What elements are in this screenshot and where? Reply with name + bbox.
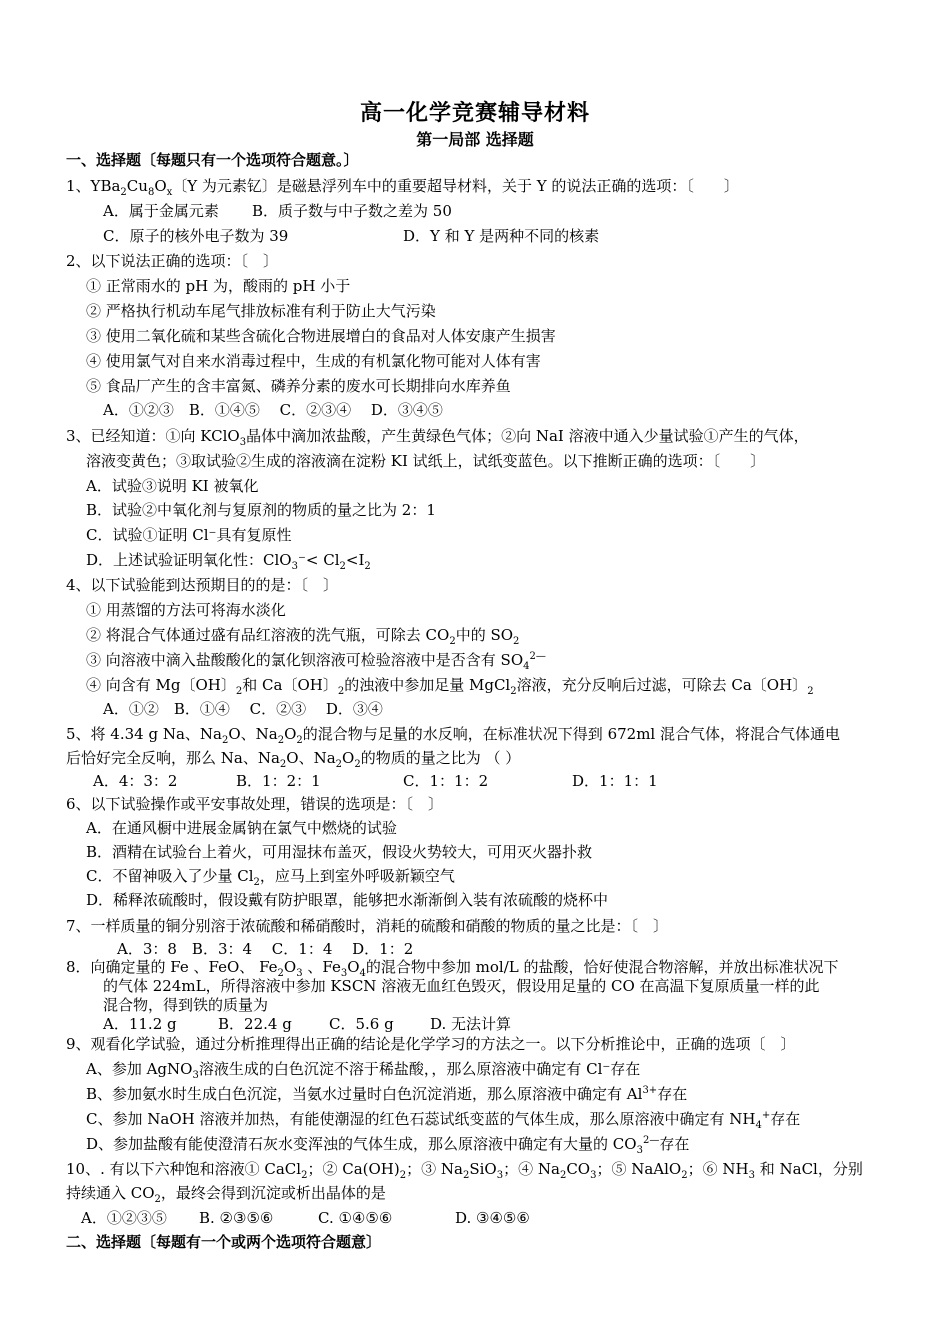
q3-text: 3、已经知道：①向 KClO [66,427,240,445]
q1-sub: 2 [120,187,127,198]
q6-sub: 2 [253,877,260,888]
question-3-option-a: A．试验③说明 KI 被氧化 [86,477,259,495]
q9-text: C、参加 NaOH 溶液并加热，有能使潮湿的红色石蕊试纸变蓝的气体生成，那么原溶液中确定有 NH [86,1110,756,1128]
question-2-statement-3: ③ 使用二氧化硫和某些含硫化合物进展增白的食品对人体安康产生损害 [86,327,556,345]
question-3-option-d [86,550,371,570]
q8-text: 、Fe [302,958,341,976]
q3-d-sub: 3 [291,561,298,572]
q3-text: 晶体中滴加浓盐酸，产生黄绿色气体；②向 NaI 溶液中通入少量试验①产生的气体， [246,427,809,445]
q4-sub: 4 [523,661,530,672]
q5-text: 5、将 4.34 g Na、Na [66,725,222,743]
q9-sub: 3 [636,1145,643,1156]
question-2-statement-2: ② 严格执行机动车尾气排放标准有利于防止大气污染 [86,302,436,320]
question-8-stem-line-2: 的气体 224mL，所得溶液中参加 KSCN 溶液无血红色毁灭，假设用足量的 CO 在高温下复原质量一样的此 [103,977,820,995]
q4-text: 中的 SO [455,626,514,644]
q4-sub: 2 [235,686,243,697]
question-1-option-c: C．原子的核外电子数为 39 [103,227,289,245]
q5-sub: 2 [296,735,303,746]
q1-sub: 8 [147,187,155,198]
question-4-statement-2 [86,625,519,645]
question-9-option-c [86,1109,800,1129]
q4-text: ② 将混合气体通过盛有品红溶液的洗气瓶，可除去 CO [86,626,450,644]
q8-sub: 2 [277,968,284,979]
q4-sub: 2 [807,686,814,697]
question-4-options: A．①② B．①④ C．②③ D．③④ [103,700,383,718]
section-heading-2: 二、选择题〔每题有一个或两个选项符合题意〕 [66,1233,382,1251]
q5-text: O [284,725,297,743]
page-title: 高一化学竞赛辅导材料 [359,100,590,126]
question-10-option-a: A．①②③⑤ [81,1209,167,1227]
question-2-statement-1: ① 正常雨水的 pH 为，酸雨的 pH 小于 [86,277,351,295]
q9-text: 溶液生成的白色沉淀不溶于稀盐酸，，那么原溶液中确定有 Cl⁻存在 [198,1060,641,1078]
question-8-option-d: D. 无法计算 [430,1015,512,1033]
question-6-option-c [86,866,455,886]
q10-text: ；⑥ NH [687,1160,749,1178]
q5-sub: 2 [277,735,285,746]
question-2-options: A．①②③ B．①④⑤ C．②③④ D．③④⑤ [103,401,443,419]
q8-text: O [283,958,297,976]
q10-text: ，最终会得到沉淀或析出晶体的是 [160,1184,386,1202]
question-7-stem: 7、一样质量的铜分别溶于浓硫酸和稀硝酸时，消耗的硫酸和硝酸的物质的量之比是：〔 〕 [66,917,669,935]
q4-sub: 2 [510,686,517,697]
question-3-option-c: C．试验①证明 Cl⁻具有复原性 [86,526,292,544]
q10-sub: 2 [681,1170,688,1181]
q10-sub: 2 [399,1170,407,1181]
question-3-stem-line-1 [66,426,809,446]
q4-sup: 2— [529,651,546,662]
q9-text: D、参加盐酸有能使澄清石灰水变浑浊的气体生成，那么原溶液中确定有大量的 CO [86,1135,637,1153]
question-4-stem: 4、以下试验能到达预期目的的是：〔 〕 [66,576,339,594]
q5-text: O [342,749,355,767]
question-1-option-d: D．Y 和 Y 是两种不同的核素 [403,227,600,245]
question-9-stem: 9、观看化学试验，通过分析推理得出正确的结论是化学学习的方法之一。以下分析推论中，正确的选项〔 〕 [66,1035,796,1053]
question-10-option-d: D. ③④⑤⑥ [455,1209,530,1227]
question-8-stem-line-1 [66,957,839,977]
q8-text: O [347,958,360,976]
q1-sub: x [166,187,173,198]
q9-sub: 3 [192,1070,199,1081]
question-8-option-c: C．5.6 g [329,1015,394,1033]
q10-text: ；⑤ NaAlO [596,1160,682,1178]
question-9-option-d [86,1134,689,1154]
question-1-option-b: B．质子数与中子数之差为 50 [252,202,452,220]
question-10-stem-line-1 [66,1159,863,1179]
q10-sub: 2 [559,1170,567,1181]
q10-sub: 2 [154,1194,161,1205]
q10-sub: 3 [590,1170,597,1181]
q4-text: 溶液，充分反响后过滤，可除去 Ca〔OH〕 [516,676,808,694]
question-6-option-d: D．稀释浓硫酸时，假设戴有防护眼罩，能够把水渐渐倒入装有浓硫酸的烧杯中 [86,891,609,909]
q5-text: 的混合物与足量的水反响，在标准状况下得到 672ml 混合气体，将混合气体通电 [302,725,840,743]
q9-text: 存在 [770,1110,801,1128]
question-3-stem-line-2: 溶液变黄色；③取试验②生成的溶液滴在淀粉 KI 试纸上，试纸变蓝色。以下推断正确的选项：〔 〕 [86,452,766,470]
question-4-statement-3 [86,650,546,670]
q10-sub: 3 [496,1170,504,1181]
question-10-stem-line-2 [66,1183,386,1203]
q4-sub: 2 [513,636,520,647]
q1-text: Cu [126,177,148,195]
q10-text: ；④ Na [503,1160,560,1178]
q10-text: CO [566,1160,591,1178]
q8-text: 的混合物中参加 mol/L 的盐酸，恰好使混合物溶解，并放出标准状况下 [365,958,839,976]
question-5-stem-line-2 [66,748,520,768]
q9-text: B、参加氨水时生成白色沉淀，当氨水过量时白色沉淀消逝，那么原溶液中确定有 Al [86,1085,643,1103]
page-subtitle: 第一局部 选择题 [416,130,534,149]
question-5-option-a: A．4：3：2 [93,772,178,790]
question-7-options: A．3：8 B．3：4 C．1：4 D．1：2 [117,940,414,958]
question-4-statement-4 [86,675,814,695]
q9-sup: 2— [642,1135,660,1146]
q5-sub: 2 [221,735,229,746]
q5-sub: 2 [335,759,343,770]
q3-d-sub: 2 [339,561,346,572]
q10-text: SiO [469,1160,497,1178]
q10-text: 持续通入 CO [66,1184,155,1202]
question-5-stem-line-1 [66,724,840,744]
q5-text: O、Na [228,725,278,743]
q5-sub: 2 [354,759,361,770]
question-1-option-a: A．属于金属元素 [103,202,219,220]
section-heading-1: 一、选择题〔每题只有一个选项符合题意。〕 [66,151,359,169]
q5-text: 的物质的量之比为 （ ） [360,749,521,767]
question-6-option-a: A．在通风橱中进展金属钠在氯气中燃烧的试验 [86,819,397,837]
q3-d-text: ⁻< Cl [297,551,340,569]
question-1-stem [66,176,739,196]
q3-d-text: <I [345,551,365,569]
q8-text: 8．向确定量的 Fe 、FeO、 Fe [66,958,278,976]
question-2-stem: 2、以下说法正确的选项：〔 〕 [66,252,279,270]
question-9-option-a [86,1059,640,1079]
question-9-option-b [86,1084,687,1104]
question-6-stem: 6、以下试验操作或平安事故处理，错误的选项是：〔 〕 [66,795,444,813]
q10-sub: 2 [462,1170,470,1181]
q1-text: 1、YBa [66,177,121,195]
q10-text: ；③ Na [406,1160,463,1178]
q8-sub: 3 [340,968,348,979]
q9-sup: + [761,1110,771,1121]
q4-text: ④ 向含有 Mg〔OH〕 [86,676,236,694]
question-5-option-b: B．1：2：1 [236,772,321,790]
question-8-stem-line-3: 混合物，得到铁的质量为 [103,996,269,1014]
question-4-statement-1: ① 用蒸馏的方法可将海水淡化 [86,601,286,619]
question-8-option-b: B．22.4 g [218,1015,292,1033]
q1-text: 〔Y 为元素钇〕是磁悬浮列车中的重要超导材料，关于 Y 的说法正确的选项：〔 〕 [172,177,739,195]
q3-d-sub: 2 [364,561,371,572]
q9-text: 存在 [659,1135,690,1153]
q9-sup: 3+ [642,1085,658,1096]
question-2-statement-4: ④ 使用氯气对自来水消毒过程中，生成的有机氯化物可能对人体有害 [86,352,541,370]
question-6-option-b: B．酒精在试验台上着火，可用湿抹布盖灭，假设火势较大，可用灭火器扑救 [86,843,593,861]
q4-sub: 2 [449,636,456,647]
question-3-option-b: B．试验②中氧化剂与复原剂的物质的量之比为 2：1 [86,501,436,519]
q9-sub: 4 [755,1120,762,1131]
question-5-option-c: C．1：1：2 [403,772,489,790]
q8-sub: 3 [296,968,303,979]
q10-text: 和 NaCl，分别 [754,1160,863,1178]
q9-text: 存在 [657,1085,688,1103]
q3-sub: 3 [239,437,247,448]
question-5-option-d: D．1：1：1 [572,772,658,790]
q9-text: A、参加 AgNO [86,1060,193,1078]
q3-d-text: D．上述试验证明氧化性：ClO [86,551,292,569]
q5-text: O、Na [286,749,336,767]
q10-sub: 2 [301,1170,308,1181]
question-10-option-b: B. ②③⑤⑥ [199,1209,274,1227]
q10-text: 10、. 有以下六种饱和溶液① CaCl [66,1160,302,1178]
question-10-option-c: C. ①④⑤⑥ [318,1209,393,1227]
q4-text: 和 Ca〔OH〕 [242,676,338,694]
q1-text: O [154,177,167,195]
question-8-option-a: A．11.2 g [103,1015,177,1033]
q5-sub: 2 [279,759,287,770]
q4-text: ③ 向溶液中滴入盐酸酸化的氯化钡溶液可检验溶液中是否含有 SO [86,651,524,669]
q10-text: ；② Ca(OH) [307,1160,400,1178]
q4-text: 的浊液中参加足量 MgCl [344,676,511,694]
q10-sub: 3 [748,1170,755,1181]
question-2-statement-5: ⑤ 食品厂产生的含丰富氮、磷养分素的废水可长期排向水库养鱼 [86,377,511,395]
q4-sub: 2 [337,686,345,697]
q5-text: 后恰好完全反响，那么 Na、Na [66,749,280,767]
q6-text: ，应马上到室外呼吸新颖空气 [259,867,455,885]
q6-text: C．不留神吸入了少量 Cl [86,867,254,885]
q8-sub: 4 [359,968,366,979]
